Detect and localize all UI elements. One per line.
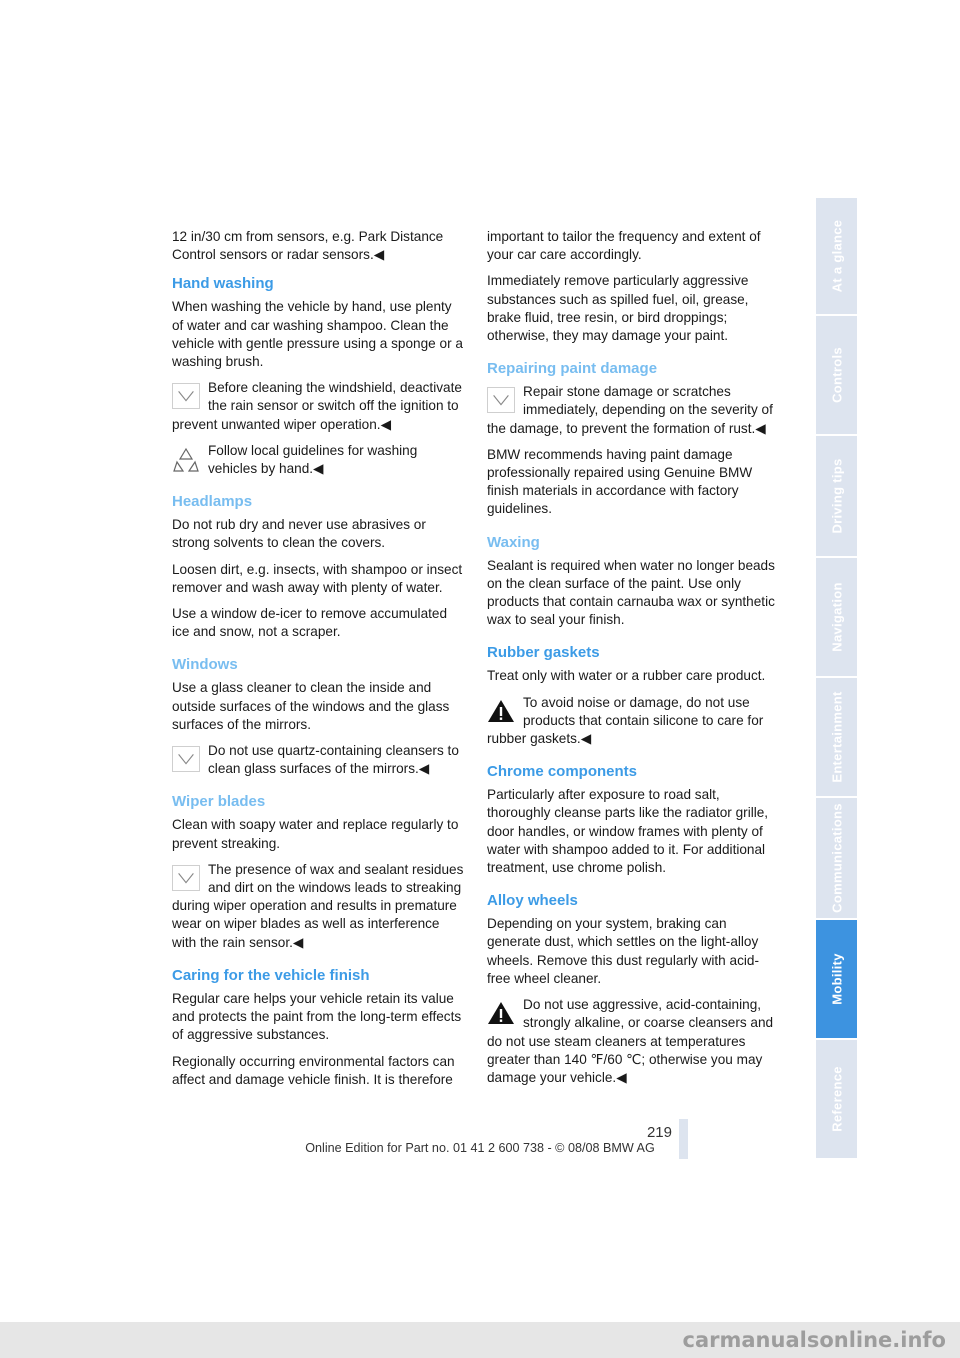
caring-paragraph-1: Regular care helps your vehicle retain its value and protects the paint from the long-term effects of aggressive substances.: [172, 990, 462, 1043]
heading-wiper-blades: Wiper blades: [172, 793, 266, 811]
note-text: Do not use quartz-containing cleansers to clean glass surfaces of the mirrors.◀: [208, 743, 459, 777]
tab-communications[interactable]: [816, 798, 857, 920]
note-text: Repair stone damage or scratches immediately, depending on the severity of the damage, to prevent the formation of rust.◀: [487, 384, 773, 436]
right-column: [487, 228, 779, 1095]
note-text: Do not use aggressive, acid-containing, strongly alkaline, or coarse cleansers and do not use steam cleaners at temperatures greater than 140 ℉/60 ℃; otherwise you may damage your vehicle.◀: [487, 997, 774, 1085]
tab-label: Controls: [829, 347, 844, 403]
windows-paragraph: Use a glass cleaner to clean the inside and outside surfaces of the windows and the glass surfaces of the mirrors.: [172, 680, 450, 732]
note-text: To avoid noise or damage, do not use products that contain silicone to care for rubber gaskets.◀: [487, 694, 764, 747]
heading-windows: Windows: [172, 656, 238, 674]
heading-rubber-gaskets: Rubber gaskets: [487, 644, 600, 662]
heading-alloy-wheels: Alloy wheels: [487, 892, 578, 910]
heading-headlamps: Headlamps: [172, 493, 253, 511]
arrow-note-icon: [172, 383, 200, 409]
note-wax-residue: [172, 861, 464, 952]
tab-mobility[interactable]: [816, 920, 857, 1040]
note-silicone: [487, 694, 779, 749]
tab-navigation[interactable]: [816, 558, 857, 678]
hand-washing-paragraph: When washing the vehicle by hand, use plenty of water and car washing shampoo. Clean the vehicle with gentle pressure using a sponge or a washing brush.: [172, 299, 463, 370]
heading-waxing: Waxing: [487, 533, 540, 551]
arrow-note-icon: [172, 865, 200, 891]
rubber-paragraph: Treat only with water or a rubber care product.: [487, 668, 766, 684]
caring-paragraph-2: Regionally occurring environmental factors can affect and damage vehicle finish. It is therefore: [172, 1053, 455, 1087]
chrome-paragraph: Particularly after exposure to road salt, thoroughly cleanse parts like the radiator grille, door handles, or window frames with plenty of water with shampoo added to it. For additional treatment, use chrome polish.: [487, 787, 769, 876]
continued-paragraph-2: Immediately remove particularly aggressive substances such as spilled fuel, oil, grease, brake fluid, tree resin, or bird droppings; otherwise, they may damage your paint.: [487, 273, 749, 344]
note-quartz: [172, 742, 464, 778]
note-text: The presence of wax and sealant residues and dirt on the windows leads to streaking during wiper operation and results in premature wear on wiper blades as well as interference with the rain sensor.◀: [172, 861, 464, 950]
headlamps-paragraph-3: Use a window de-icer to remove accumulated ice and snow, not a scraper.: [172, 606, 448, 640]
headlamps-paragraph-2: Loosen dirt, e.g. insects, with shampoo or insect remover and wash away with plenty of water.: [172, 561, 463, 595]
watermark-banner: [0, 1322, 960, 1358]
recycle-icon: [172, 446, 200, 472]
chapter-sidebar: [816, 198, 857, 1160]
tab-driving-tips[interactable]: [816, 436, 857, 558]
page-number: 219: [646, 1124, 672, 1141]
note-stone-damage: [487, 383, 779, 438]
edition-footer: [0, 1141, 960, 1155]
tab-label: Reference: [829, 1066, 844, 1132]
tab-label: Mobility: [829, 953, 844, 1005]
note-aggressive-cleansers: [487, 996, 779, 1087]
warning-triangle-icon: [487, 1000, 515, 1026]
tab-label: Driving tips: [829, 458, 844, 534]
watermark-text: carmanualsonline.info: [682, 1328, 946, 1352]
heading-hand-washing: Hand washing: [172, 275, 274, 293]
heading-chrome-components: Chrome components: [487, 763, 638, 781]
tab-label: Entertainment: [829, 691, 844, 783]
left-column: [172, 228, 464, 1097]
heading-caring-finish: Caring for the vehicle finish: [172, 966, 370, 984]
waxing-paragraph: Sealant is required when water no longer beads on the clean surface of the paint. Use only products that contain carnauba wax or synthetic wax to seal your finish.: [487, 557, 775, 628]
wiper-blades-paragraph: Clean with soapy water and replace regularly to prevent streaking.: [172, 817, 459, 851]
tab-at-a-glance[interactable]: [816, 198, 857, 316]
headlamps-paragraph-1: Do not rub dry and never use abrasives or strong solvents to clean the covers.: [172, 517, 426, 551]
intro-paragraph: 12 in/30 cm from sensors, e.g. Park Distance Control sensors or radar sensors.◀: [172, 229, 444, 263]
tab-label: Navigation: [829, 582, 844, 652]
warning-triangle-icon: [487, 698, 515, 724]
note-text: Follow local guidelines for washing vehicles by hand.◀: [208, 442, 418, 477]
arrow-note-icon: [172, 746, 200, 772]
note-text: Before cleaning the windshield, deactivate the rain sensor or switch off the ignition to prevent unwanted wiper operation.◀: [172, 380, 462, 432]
arrow-note-icon: [487, 387, 515, 413]
note-windshield: [172, 379, 464, 434]
tab-controls[interactable]: [816, 316, 857, 436]
heading-repairing-paint: Repairing paint damage: [487, 360, 658, 378]
continued-paragraph-1: important to tailor the frequency and extent of your car care accordingly.: [487, 229, 761, 263]
tab-entertainment[interactable]: [816, 678, 857, 798]
note-local-guidelines: [172, 442, 464, 478]
alloy-paragraph: Depending on your system, braking can generate dust, which settles on the light-alloy wheels. Remove this dust regularly with acid-free wheel cleaner.: [487, 916, 759, 986]
tab-label: At a glance: [829, 219, 844, 293]
edition-text: Online Edition for Part no. 01 41 2 600 738 - © 08/08 BMW AG: [305, 1141, 655, 1155]
tab-label: Communications: [829, 803, 844, 913]
repairing-paragraph: BMW recommends having paint damage professionally repaired using Genuine BMW finish materials in accordance with factory guidelines.: [487, 446, 753, 517]
